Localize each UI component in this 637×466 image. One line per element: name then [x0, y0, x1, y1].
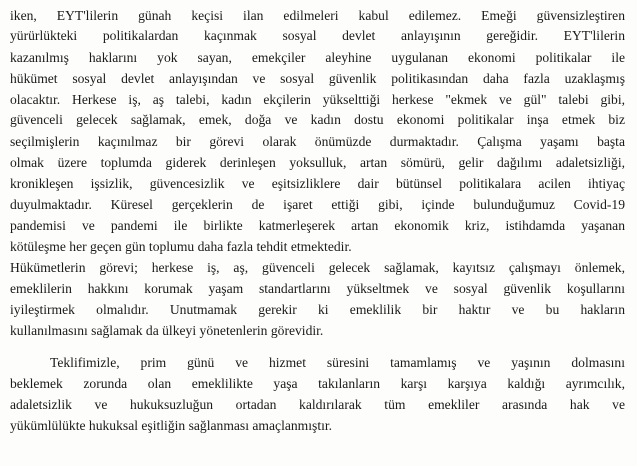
text-line: olacaktır. Herkese iş, aş talebi, kadın ekçilerin yükselttiği herkese "ekmek ve gül" talebi gibi, — [10, 92, 625, 107]
text-line: seçilmişlerin kaçınılmaz bir görevi olarak önümüzde durmaktadır. Çalışma yaşamı başta — [10, 134, 625, 149]
text-line: yürürlükteki politikalardan kaçınmak sosyal devlet anlayışının gereğidir. EYT'lilerin — [10, 28, 625, 43]
text-line: kullanılmasını sağlamak da ülkeyi yönetenlerin görevidir. — [10, 323, 324, 338]
text-line: kronikleşen işsizlik, güvencesizlik ve eşitsizliklere dair bütünsel politikalara acilen ihtiyaç — [10, 176, 625, 191]
text-line: kazanılmış haklarını yok sayan, emekçiler aleyhine uygulanan ekonomi politikalar ile — [10, 50, 625, 65]
text-line: yükümlülükte hukuksal eşitliğin sağlanması amaçlanmıştır. — [10, 418, 333, 433]
text-line: duyulmaktadır. Küresel gerçeklerin de işaret ettiği gibi, içinde bulunduğumuz Covid-19 — [10, 197, 625, 212]
text-line: iyileştirmek olmalıdır. Unutmamak gerekir ki emeklilik bir haktır ve bu hakların — [10, 302, 625, 317]
text-line: beklemek zorunda olan emeklilikte yaşa takılanların karşı karşıya kaldığı ayrımcılık, — [10, 376, 625, 391]
text-line: iken, EYT'lilerin günah keçisi ilan edilmeleri kabul edilemez. Emeği güvensizleştiren — [10, 8, 625, 23]
text-line: Teklifimizle, prim günü ve hizmet süresini tamamlamış ve yaşının dolmasını — [50, 355, 625, 370]
text-line: olmak üzere toplumda giderek derinleşen yoksulluk, artan sömürü, gelir dağılımı adaletsizliği, — [10, 155, 625, 170]
text-line: hükümet sosyal devlet anlayışından ve sosyal güvenlik politikasından daha fazla uzaklaşmış — [10, 71, 625, 86]
text-line: emeklilerin hakkını korumak yaşam standartlarını yükseltmek ve sosyal güvenlik koşullarını — [10, 281, 625, 296]
text-line: adaletsizlik ve hukuksuzluğun ortadan kaldırılarak tüm emekliler arasında hak ve — [10, 397, 625, 412]
text-line: kötüleşme her geçen gün toplumu daha fazla tehdit etmektedir. — [10, 239, 352, 254]
text-line: pandemisi ve pandemi ile birlikte katmerleşerek artan ekonomik kriz, istihdamda yaşanan — [10, 218, 625, 233]
text-line: Hükümetlerin görevi; herkese iş, aş, güvenceli gelecek sağlamak, kayıtsız çalışmayı önlemek, — [10, 260, 625, 275]
text-line: güvenceli gelecek sağlamak, emek, doğa ve kadın dostu ekonomi politikalar inşa etmek biz — [10, 112, 625, 127]
